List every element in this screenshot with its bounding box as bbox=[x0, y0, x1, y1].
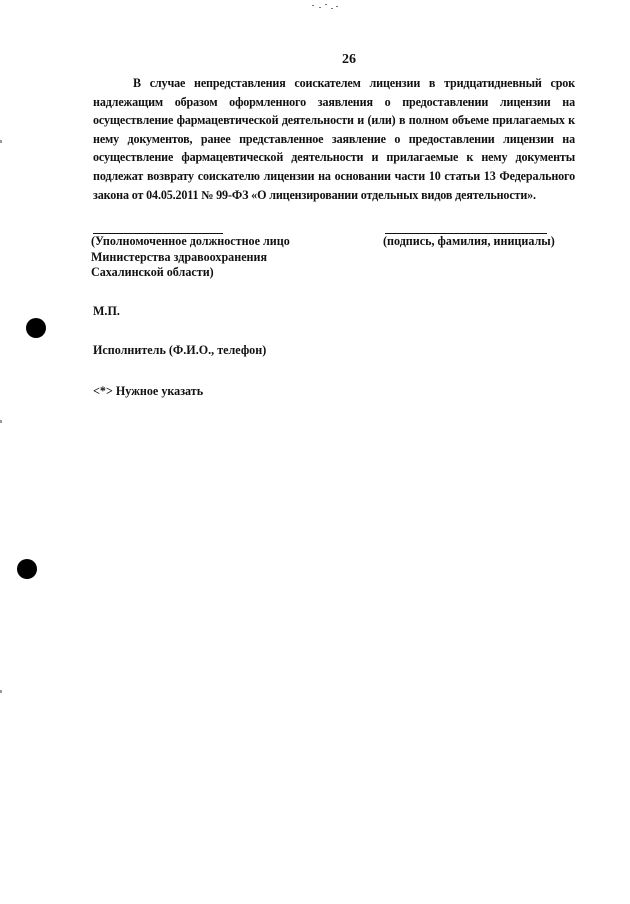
performer-label: Исполнитель (Ф.И.О., телефон) bbox=[93, 343, 267, 357]
punch-hole bbox=[26, 318, 46, 338]
scan-edge-mark bbox=[0, 420, 2, 423]
scan-edge-mark bbox=[0, 690, 2, 693]
signature-caption: (подпись, фамилия, инициалы) bbox=[383, 234, 555, 248]
page-number: 26 bbox=[342, 52, 356, 67]
scan-artifact bbox=[310, 2, 340, 10]
scan-edge-mark bbox=[0, 140, 2, 143]
official-caption-line: Сахалинской области) bbox=[91, 265, 214, 279]
official-caption-line: (Уполномоченное должностное лицо bbox=[91, 234, 290, 248]
main-paragraph: В случае непредставления соискателем лицензии в тридцатидневный срок надлежащим образом оформленного заявления о предоставлении лицензии на осуществление фармацевтической деятельности и (или) в полном объеме прилагаемых к нему документов, ранее представленное заявление о предоставлении лицензии на осуществление фармацевтической деятельности и прилагаемые к нему документы подлежат возврату соискателю лицензии на основании части 10 статьи 13 Федерального закона от 04.05.2011 № 99-ФЗ «О лицензировании отдельных видов деятельности». bbox=[93, 76, 575, 202]
stamp-label: М.П. bbox=[93, 304, 120, 318]
official-caption-line: Министерства здравоохранения bbox=[91, 249, 268, 264]
punch-hole bbox=[17, 559, 37, 579]
footnote: <*> Нужное указать bbox=[93, 384, 204, 398]
official-caption bbox=[91, 234, 290, 281]
